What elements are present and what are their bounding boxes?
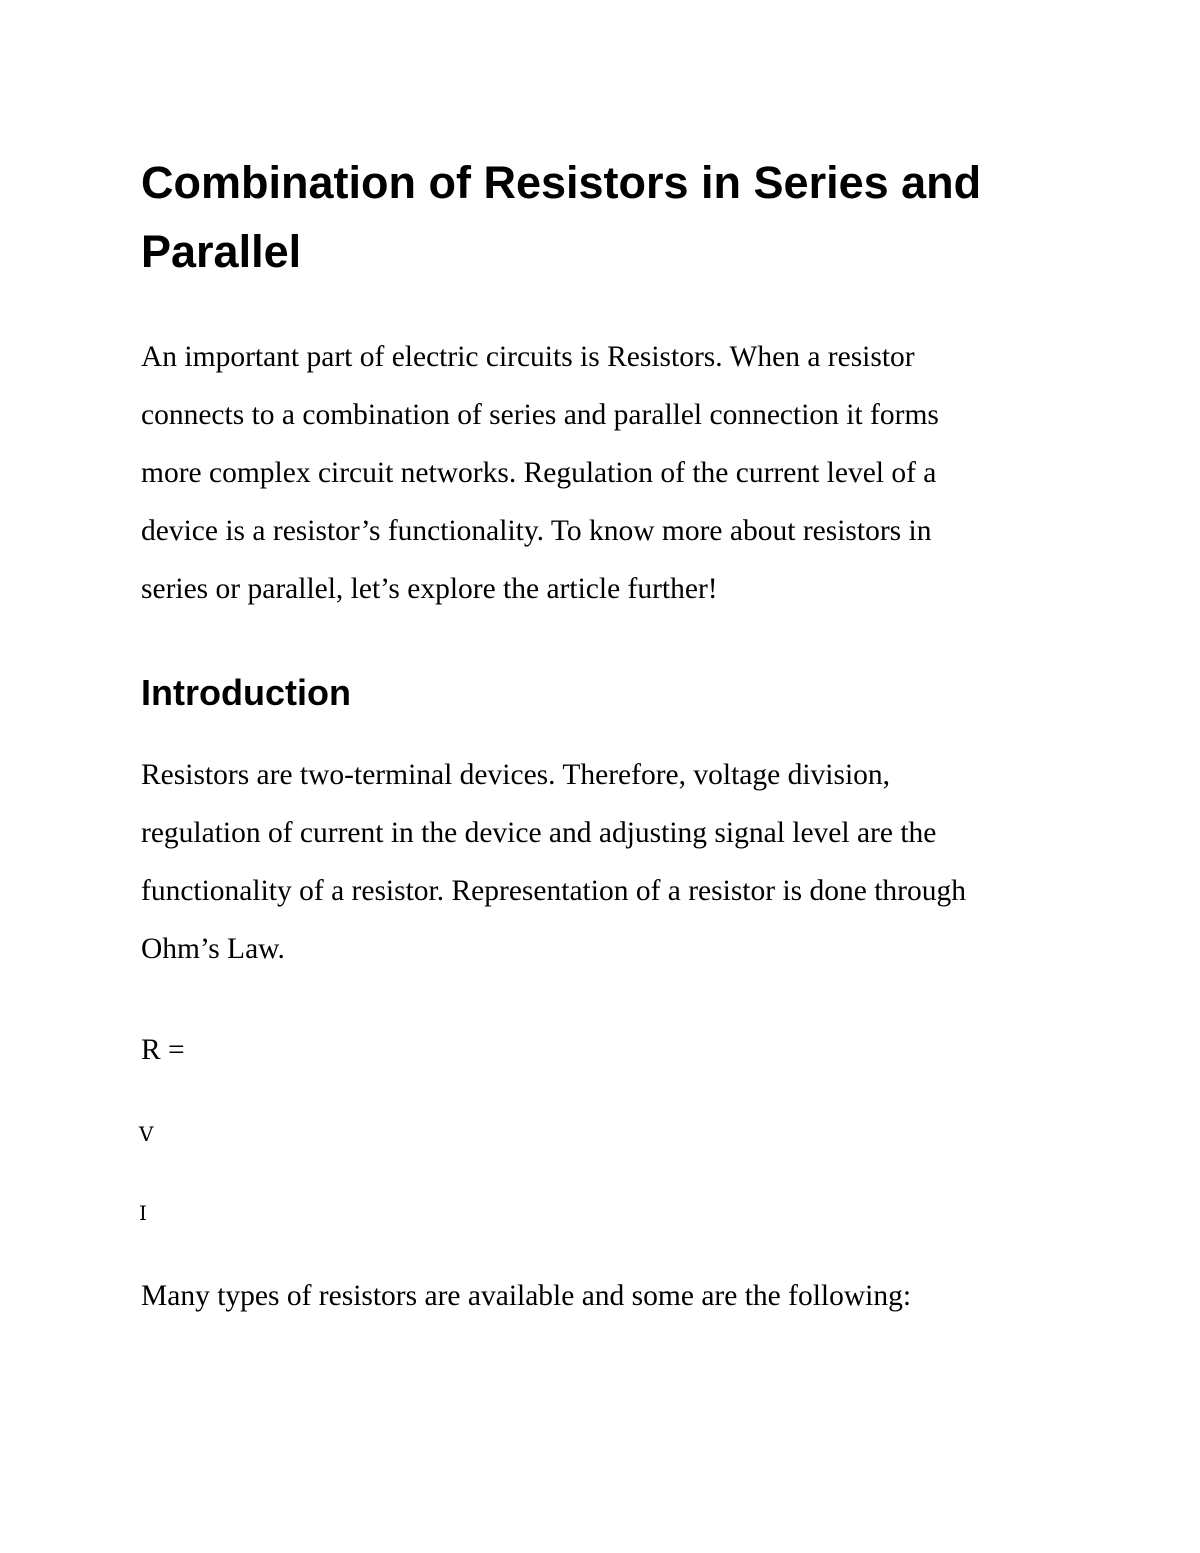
paragraph-line: more complex circuit networks. Regulation of the current level of a bbox=[141, 457, 937, 489]
title-line: Parallel bbox=[141, 226, 302, 277]
paragraph-line: series or parallel, let’s explore the article further! bbox=[141, 573, 718, 605]
formula-numerator: V bbox=[139, 1122, 154, 1146]
resistor-paragraph bbox=[141, 746, 1101, 978]
page-title bbox=[141, 148, 1101, 286]
paragraph-line: An important part of electric circuits is Resistors. When a resistor bbox=[141, 341, 915, 373]
section-heading-introduction: Introduction bbox=[141, 672, 351, 713]
intro-paragraph bbox=[141, 328, 1101, 618]
paragraph-line: device is a resistor’s functionality. To know more about resistors in bbox=[141, 515, 932, 547]
paragraph-line: Ohm’s Law. bbox=[141, 933, 285, 965]
paragraph-line: connects to a combination of series and parallel connection it forms bbox=[141, 399, 939, 431]
paragraph-line: functionality of a resistor. Representation of a resistor is done through bbox=[141, 875, 966, 907]
title-line: Combination of Resistors in Series and bbox=[141, 157, 982, 208]
types-paragraph: Many types of resistors are available and some are the following: bbox=[141, 1280, 912, 1312]
paragraph-line: Resistors are two-terminal devices. Therefore, voltage division, bbox=[141, 759, 891, 791]
paragraph-line: regulation of current in the device and adjusting signal level are the bbox=[141, 817, 937, 849]
formula-lhs: R = bbox=[141, 1034, 185, 1066]
formula-denominator: I bbox=[139, 1201, 147, 1225]
